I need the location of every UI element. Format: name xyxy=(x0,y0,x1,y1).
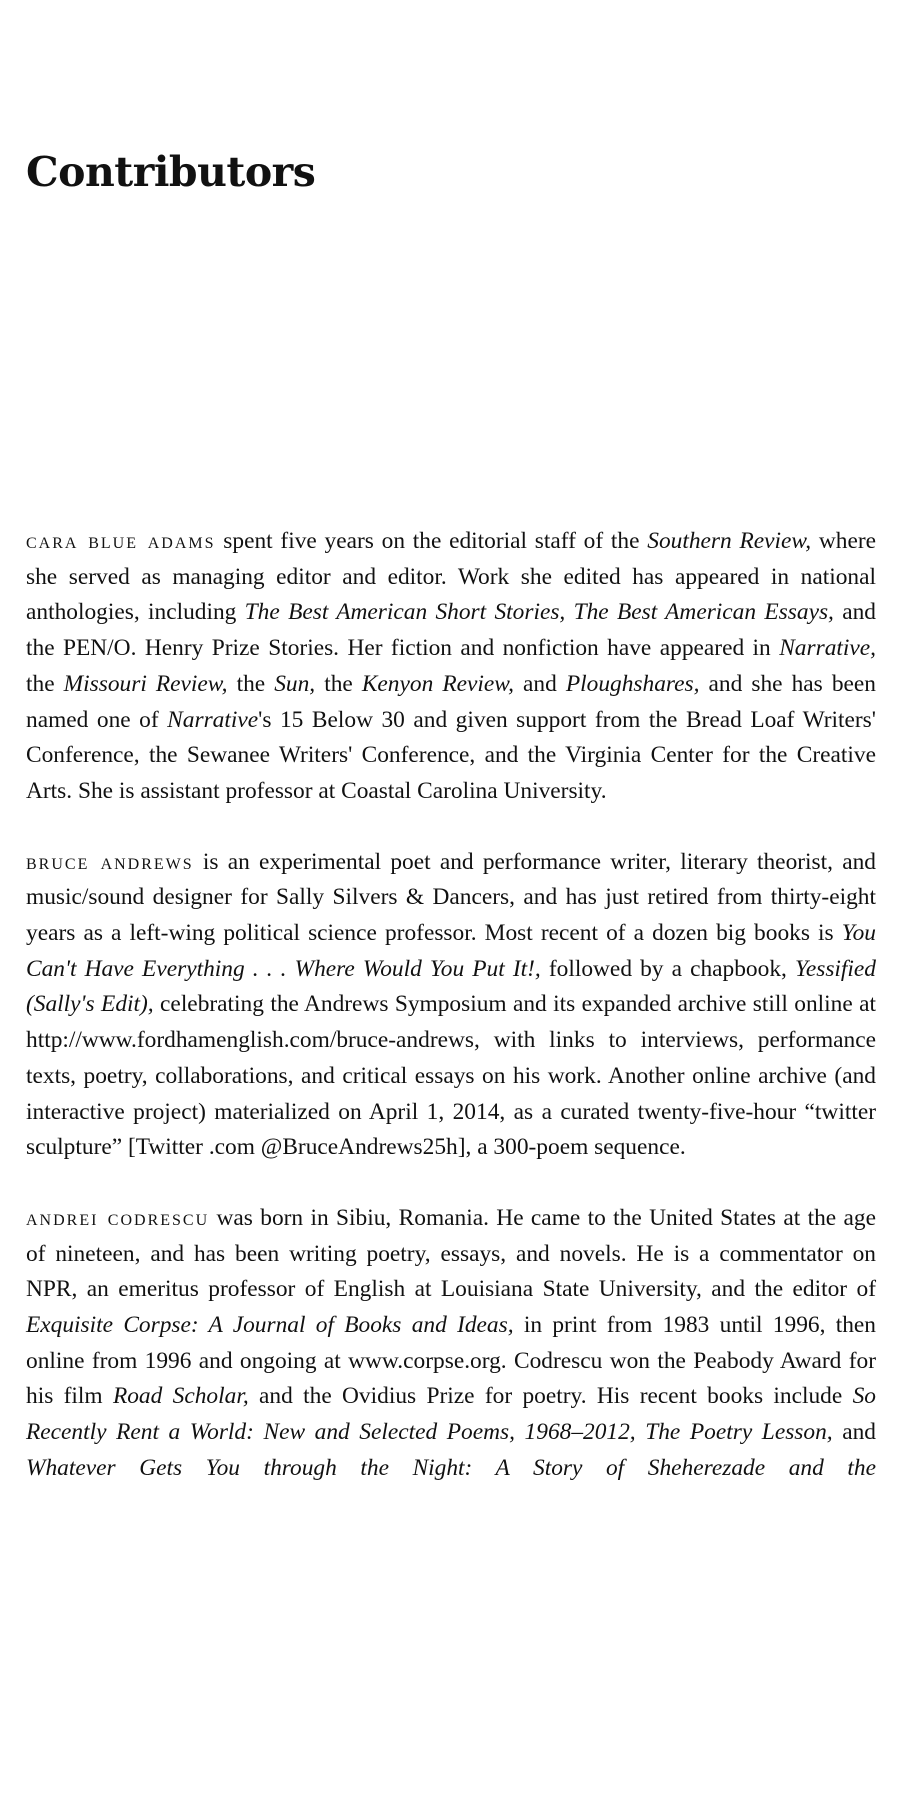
contributor-list xyxy=(26,524,876,1522)
contributor-name: bruce andrews xyxy=(26,848,194,875)
contributor-entry-adams: cara blue adams spent five years on the editorial staff of the Southern Review, where she served as managing editor and editor. Work she edited has appeared in national anthologies, including The Best American Short Stories, The Best American Essays, and the PEN/O. Henry Prize Stories. Her fiction and nonfiction have appeared in Narrative, the Missouri Review, the Sun, the Kenyon Review, and Ploughshares, and she has been named one of Narrative's 15 Below 30 and given support from the Bread Loaf Writers' Conference, the Sewanee Writers' Conference, and the Virginia Center for the Creative Arts. She is assistant professor at Coastal Carolina University. xyxy=(26,528,877,804)
page-title: Contributors xyxy=(26,148,316,196)
contributor-entry-andrews: bruce andrews is an experimental poet and performance writer, literary theorist, and music/sound designer for Sally Silvers & Dancers, and has just retired from thirty-eight years as a left-wing political science professor. Most recent of a dozen big books is You Can't Have Everything . . . Where Would You Put It!, followed by a chapbook, Yessified (Sally's Edit), celebrating the Andrews Symposium and its expanded archive still online at http://www.fordhamenglish.com/bruce-andrews, with links to interviews, performance texts, poetry, collaborations, and critical essays on his work. Another online archive (and interactive project) materialized on April 1, 2014, as a curated twenty-five-hour “twitter sculpture” [Twitter .com @BruceAndrews25h], a 300-poem sequence. xyxy=(26,848,876,1161)
contributor-name: cara blue adams xyxy=(26,528,216,554)
contributor-entry-codrescu: andrei codrescu was born in Sibiu, Romania. He came to the United States at the age of nineteen, and has been writing poetry, essays, and novels. He is a commentator on NPR, an emeritus professor of English at Louisiana State University, and the editor of Exquisite Corpse: A Journal of Books and Ideas, in print from 1983 until 1996, then online from 1996 and ongoing at www.corpse.org. Codrescu won the Peabody Award for his film Road Scholar, and the Ovidius Prize for poetry. His recent books include So Recently Rent a World: New and Selected Poems, 1968–2012, The Poetry Lesson, and Whatever Gets You through the Night: A Story of Sheherezade and the xyxy=(26,1204,877,1481)
contributor-name: andrei codrescu xyxy=(26,1204,210,1231)
